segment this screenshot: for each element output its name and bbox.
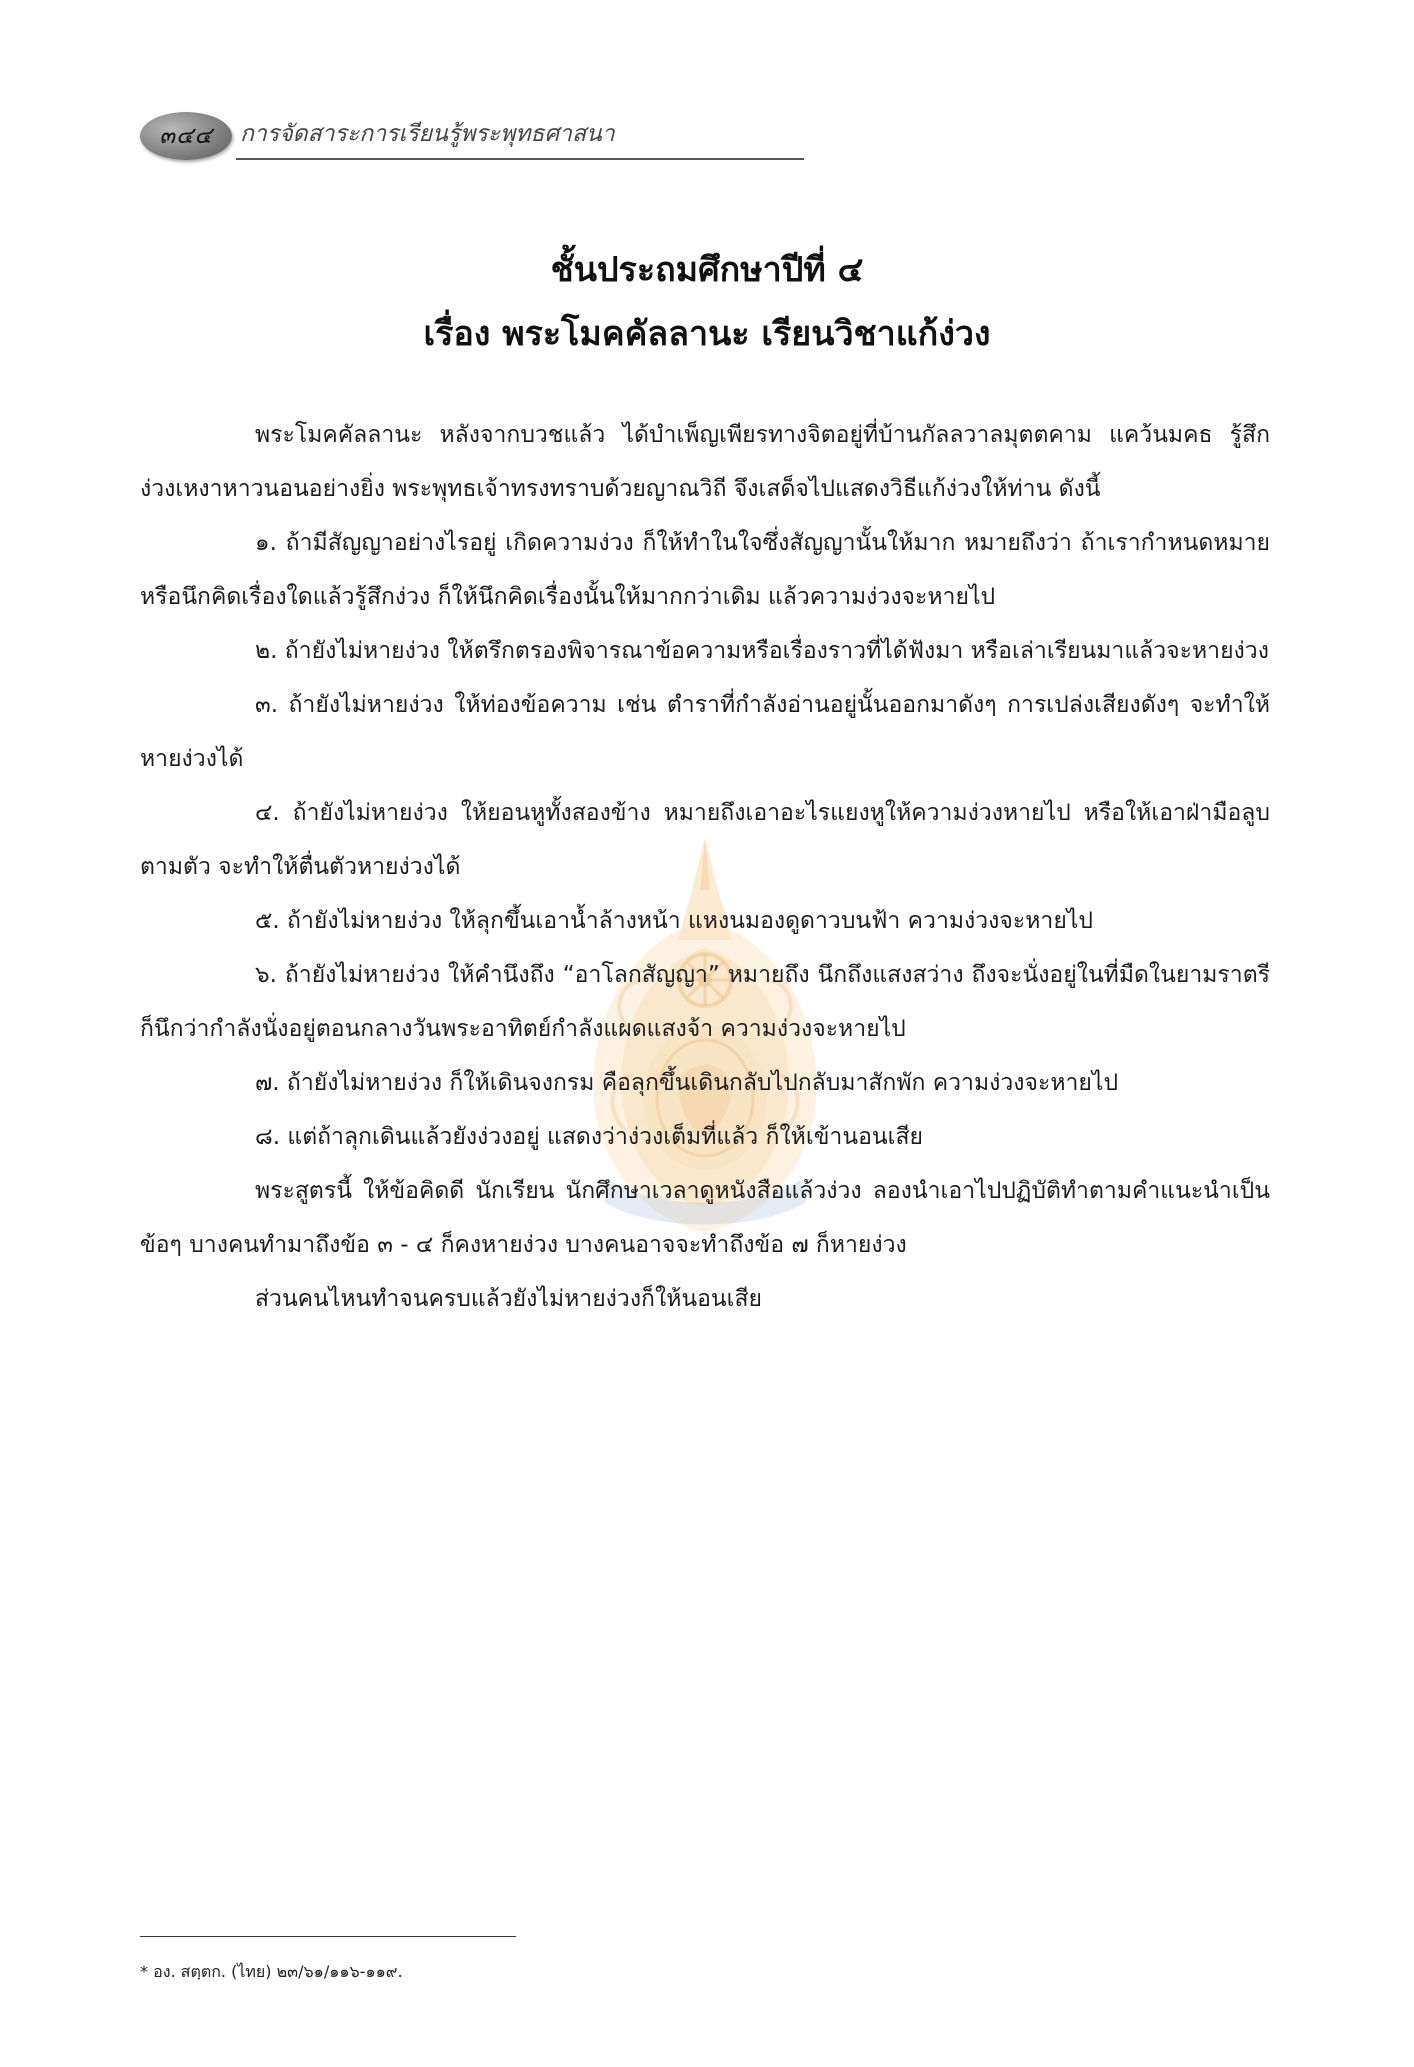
header-divider	[236, 158, 804, 160]
list-item-6: ๖. ถ้ายังไม่หายง่วง ให้คำนึงถึง “อาโลกสัญญา” หมายถึง นึกถึงแสงสว่าง ถึงจะนั่งอยู่ในที่มืดในยามราตรี ก็นึกว่ากำลังนั่งอยู่ตอนกลางวันพระอาทิตย์กำลังแผดแสงจ้า ความง่วงจะหายไป	[140, 962, 1270, 1042]
body-text	[140, 408, 1270, 1326]
paragraph-closing: ส่วนคนไหนทำจนครบแล้วยังไม่หายง่วงก็ให้นอนเสีย	[255, 1286, 762, 1312]
running-header	[140, 100, 660, 172]
list-item-2: ๒. ถ้ายังไม่หายง่วง ให้ตรึกตรองพิจารณาข้อความหรือเรื่องราวที่ได้ฟังมา หรือเล่าเรียนมาแล้วจะหายง่วง	[255, 638, 1269, 664]
title-grade-line: ชั้นประถมศึกษาปีที่ ๔	[550, 250, 864, 290]
footnote: * อง. สตฺตก. (ไทย) ๒๓/๖๑/๑๑๖-๑๑๙.	[140, 1962, 403, 1981]
book-title: การจัดสาระการเรียนรู้พระพุทธศาสนา	[240, 121, 615, 147]
page-number-badge	[140, 112, 232, 160]
list-item-3: ๓. ถ้ายังไม่หายง่วง ให้ท่องข้อความ เช่น ตำราที่กำลังอ่านอยู่นั้นออกมาดังๆ การเปล่งเสียงดังๆ จะทำให้หายง่วงได้	[140, 692, 1270, 772]
list-item-7: ๗. ถ้ายังไม่หายง่วง ก็ให้เดินจงกรม คือลุกขึ้นเดินกลับไปกลับมาสักพัก ความง่วงจะหายไป	[255, 1070, 1119, 1096]
list-item-4: ๔. ถ้ายังไม่หายง่วง ให้ยอนหูทั้งสองข้าง หมายถึงเอาอะไรแยงหูให้ความง่วงหายไป หรือให้เอาฝ่ามือลูบตามตัว จะทำให้ตื่นตัวหายง่วงได้	[140, 800, 1270, 880]
footnote-divider	[140, 1936, 516, 1937]
title-story-line: เรื่อง พระโมคคัลลานะ เรียนวิชาแก้ง่วง	[423, 314, 991, 354]
list-item-5: ๕. ถ้ายังไม่หายง่วง ให้ลุกขึ้นเอาน้ำล้างหน้า แหงนมองดูดาวบนฟ้า ความง่วงจะหายไป	[255, 908, 1093, 934]
page-number: ๓๔๔	[159, 123, 213, 149]
paragraph-summary: พระสูตรนี้ ให้ข้อคิดดี นักเรียน นักศึกษาเวลาดูหนังสือแล้วง่วง ลองนำเอาไปปฏิบัติทำตามคำแนะนำเป็นข้อๆ บางคนทำมาถึงข้อ ๓ - ๔ ก็คงหายง่วง บางคนอาจจะทำถึงข้อ ๗ ก็หายง่วง	[140, 1178, 1270, 1258]
paragraph-intro: พระโมคคัลลานะ หลังจากบวชแล้ว ได้บำเพ็ญเพียรทางจิตอยู่ที่บ้านกัลลวาลมุตตคาม แคว้นมคธ รู้สึกง่วงเหงาหาวนอนอย่างยิ่ง พระพุทธเจ้าทรงทราบด้วยญาณวิถี จึงเสด็จไปแสดงวิธีแก้ง่วงให้ท่าน ดังนี้	[140, 422, 1270, 502]
list-item-8: ๘. แต่ถ้าลุกเดินแล้วยังง่วงอยู่ แสดงว่าง่วงเต็มที่แล้ว ก็ให้เข้านอนเสีย	[255, 1124, 923, 1150]
list-item-1: ๑. ถ้ามีสัญญาอย่างไรอยู่ เกิดความง่วง ก็ให้ทำในใจซึ่งสัญญานั้นให้มาก หมายถึงว่า ถ้าเรากำหนดหมาย หรือนึกคิดเรื่องใดแล้วรู้สึกง่วง ก็ให้นึกคิดเรื่องนั้นให้มากกว่าเดิม แล้วความง่วงจะหายไป	[140, 530, 1270, 610]
chapter-title	[0, 238, 1414, 366]
